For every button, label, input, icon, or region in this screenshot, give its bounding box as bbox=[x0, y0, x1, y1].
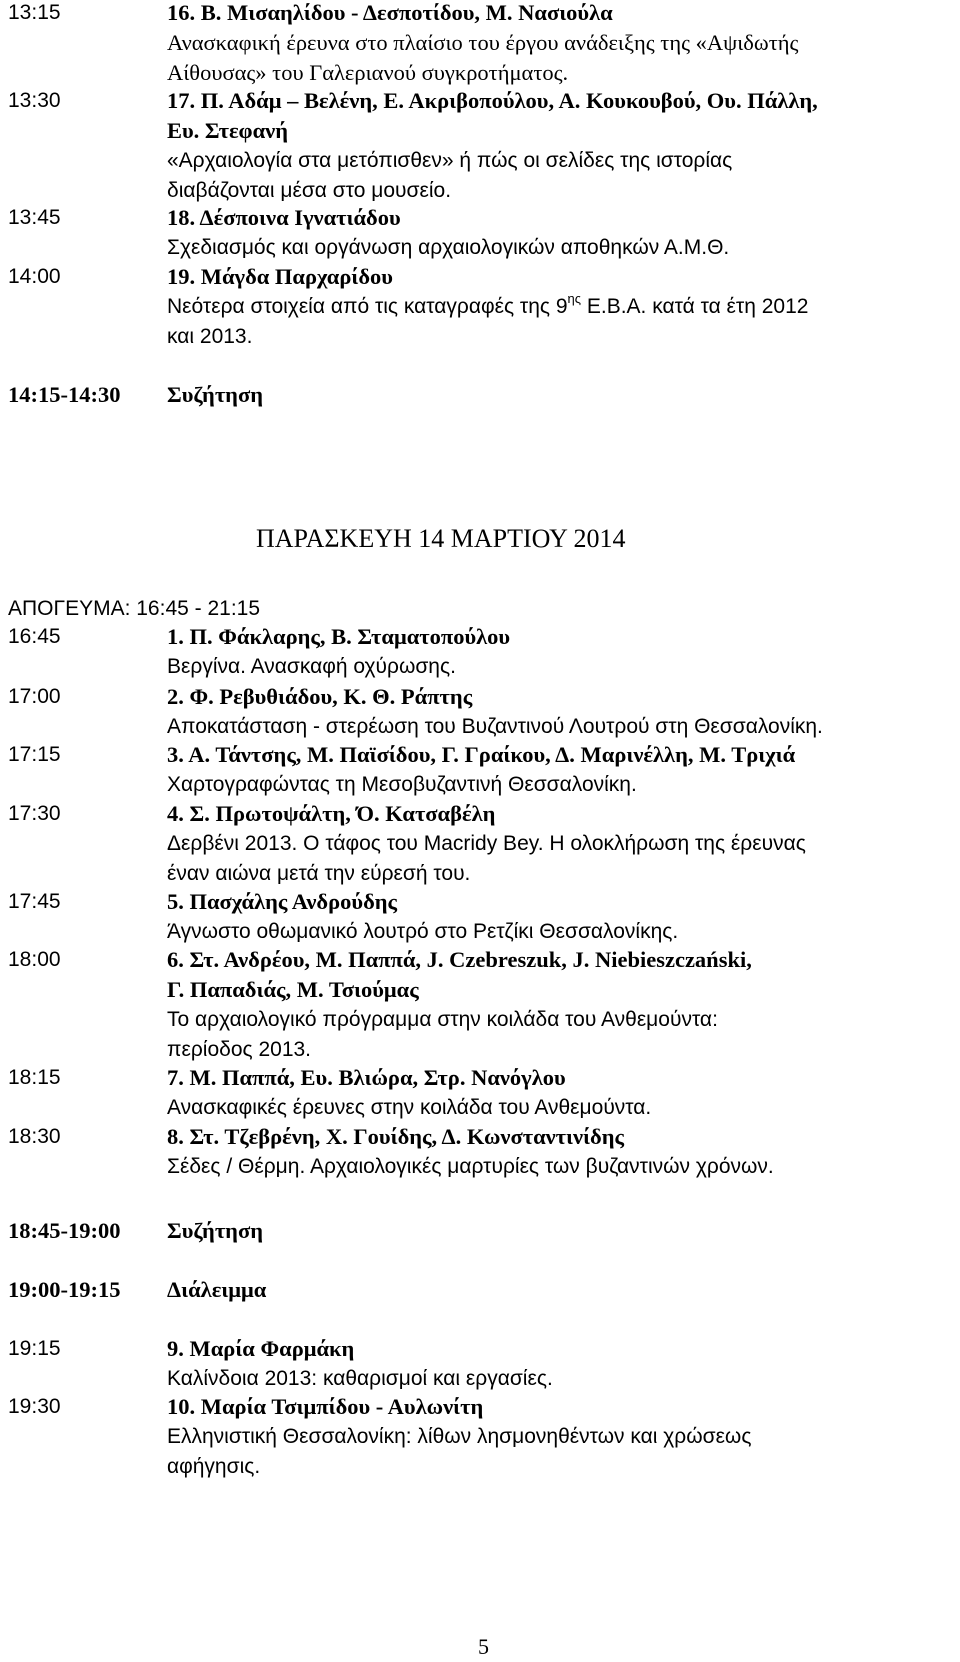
entry-title-cont: αφήγησις. bbox=[167, 1455, 261, 1478]
entry-number: 5. bbox=[167, 889, 184, 914]
entry-title: Δερβένι 2013. Ο τάφος του Macridy Bey. Η ολοκλήρωση της έρευνας bbox=[167, 832, 806, 855]
entry-title: Σέδες / Θέρμη. Αρχαιολογικές μαρτυρίες των βυζαντινών χρόνων. bbox=[167, 1155, 774, 1178]
entry-title: Νεότερα στοιχεία από τις καταγραφές της $9^{\eta\varsigma}$ Ε.Β.Α. κατά τα έτη 2012 bbox=[167, 291, 809, 318]
entry-time: 18:30 bbox=[8, 1125, 61, 1148]
entry-authors: 6. Στ. Ανδρέου, Μ. Παππά, J. Czebreszuk, J. Niebieszczański, bbox=[167, 947, 752, 972]
entry-number: 9. bbox=[167, 1336, 184, 1361]
session-time: 18:45-19:00 bbox=[8, 1218, 121, 1243]
entry-authors: 16. Β. Μισαηλίδου - Δεσποτίδου, Μ. Νασιούλα bbox=[167, 0, 613, 25]
session-time: 19:00-19:15 bbox=[8, 1277, 121, 1302]
entry-time: 13:45 bbox=[8, 206, 61, 229]
entry-number: 3. bbox=[167, 742, 184, 767]
entry-title-cont: διαβάζονται μέσα στο μουσείο. bbox=[167, 179, 452, 202]
entry-title: Χαρτογραφώντας τη Μεσοβυζαντινή Θεσσαλονίκη. bbox=[167, 773, 637, 796]
entry-time: 17:30 bbox=[8, 802, 61, 825]
entry-title: «Αρχαιολογία στα μετόπισθεν» ή πώς οι σελίδες της ιστορίας bbox=[167, 149, 733, 172]
entry-authors: 7. Μ. Παππά, Ευ. Βλιώρα, Στρ. Νανόγλου bbox=[167, 1065, 566, 1090]
entry-time: 13:15 bbox=[8, 1, 61, 24]
entry-title: Καλίνδοια 2013: καθαρισμοί και εργασίες. bbox=[167, 1367, 553, 1390]
entry-authors: 17. Π. Αδάμ – Βελένη, Ε. Ακριβοπούλου, Α. Κουκουβού, Ου. Πάλλη, bbox=[167, 88, 818, 113]
entry-time: 16:45 bbox=[8, 625, 61, 648]
entry-title: Ανασκαφικές έρευνες στην κοιλάδα του Ανθεμούντα. bbox=[167, 1096, 652, 1119]
entry-time: 19:30 bbox=[8, 1395, 61, 1418]
entry-authors: 9. Μαρία Φαρμάκη bbox=[167, 1336, 355, 1361]
entry-time: 17:00 bbox=[8, 685, 61, 708]
entry-authors-cont: Ευ. Στεφανή bbox=[167, 118, 288, 143]
entry-number: 1. bbox=[167, 624, 184, 649]
entry-number: 6. bbox=[167, 947, 184, 972]
entry-title-cont: Αίθουσας» του Γαλεριανού συγκροτήματος. bbox=[167, 60, 569, 85]
session-label: Συζήτηση bbox=[167, 1218, 263, 1243]
entry-title: Σχεδιασμός και οργάνωση αρχαιολογικών αποθηκών Α.Μ.Θ. bbox=[167, 236, 730, 259]
entry-title: Άγνωστο οθωμανικό λουτρό στο Ρετζίκι Θεσσαλονίκης. bbox=[167, 920, 679, 943]
entry-authors: 8. Στ. Τζεβρένη, Χ. Γουίδης, Δ. Κωνσταντινίδης bbox=[167, 1124, 624, 1149]
day-heading: ΠΑΡΑΣΚΕΥΗ 14 ΜΑΡΤΙΟΥ 2014 bbox=[256, 524, 626, 553]
entry-number: 2. bbox=[167, 684, 184, 709]
entry-number: 17. bbox=[167, 88, 196, 113]
entry-authors-cont: Γ. Παπαδιάς, Μ. Τσιούμας bbox=[167, 977, 419, 1002]
entry-time: 19:15 bbox=[8, 1337, 61, 1360]
afternoon-session-label: ΑΠΟΓΕΥΜΑ: 16:45 - 21:15 bbox=[8, 597, 261, 620]
entry-title: Ανασκαφική έρευνα στο πλαίσιο του έργου ανάδειξης της «Αψιδωτής bbox=[167, 30, 799, 55]
entry-authors: 1. Π. Φάκλαρης, Β. Σταματοπούλου bbox=[167, 624, 511, 649]
entry-time: 14:00 bbox=[8, 265, 61, 288]
entry-title-cont: περίοδος 2013. bbox=[167, 1038, 312, 1061]
entry-authors: 5. Πασχάλης Ανδρούδης bbox=[167, 889, 398, 914]
ordinal-superscript: ης bbox=[567, 291, 582, 306]
entry-title: Βεργίνα. Ανασκαφή οχύρωσης. bbox=[167, 655, 456, 678]
entry-title-cont: έναν αιώνα μετά την εύρεσή του. bbox=[167, 862, 471, 885]
entry-number: 4. bbox=[167, 801, 184, 826]
entry-authors: 3. Α. Τάντσης, Μ. Παϊσίδου, Γ. Γραίκου, Δ. Μαρινέλλη, Μ. Τριχιά bbox=[167, 742, 796, 767]
entry-number: 18. bbox=[167, 205, 196, 230]
entry-number: 19. bbox=[167, 264, 196, 289]
entry-title: Ελληνιστική Θεσσαλονίκη: λίθων λησμονηθέντων και χρώσεως bbox=[167, 1425, 752, 1448]
session-time: 14:15-14:30 bbox=[8, 382, 121, 407]
entry-title: Το αρχαιολογικό πρόγραμμα στην κοιλάδα του Ανθεμούντα: bbox=[167, 1008, 718, 1031]
entry-time: 18:00 bbox=[8, 948, 61, 971]
entry-time: 17:45 bbox=[8, 890, 61, 913]
entry-authors: 4. Σ. Πρωτοψάλτη, Ό. Κατσαβέλη bbox=[167, 801, 496, 826]
entry-number: 16. bbox=[167, 0, 196, 25]
entry-title-cont: και 2013. bbox=[167, 325, 253, 348]
entry-time: 18:15 bbox=[8, 1066, 61, 1089]
entry-title: Αποκατάσταση - στερέωση του Βυζαντινού Λουτρού στη Θεσσαλονίκη. bbox=[167, 715, 823, 738]
entry-number: 10. bbox=[167, 1394, 196, 1419]
session-label: Συζήτηση bbox=[167, 382, 263, 407]
session-label: Διάλειμμα bbox=[167, 1277, 267, 1302]
entry-time: 13:30 bbox=[8, 89, 61, 112]
entry-number: 7. bbox=[167, 1065, 184, 1090]
entry-authors: 19. Μάγδα Παρχαρίδου bbox=[167, 264, 393, 289]
entry-authors: 18. Δέσποινα Ιγνατιάδου bbox=[167, 205, 401, 230]
page-number: 5 bbox=[478, 1634, 489, 1659]
entry-authors: 2. Φ. Ρεβυθιάδου, Κ. Θ. Ράπτης bbox=[167, 684, 473, 709]
entry-authors: 10. Μαρία Τσιμπίδου - Αυλωνίτη bbox=[167, 1394, 484, 1419]
entry-number: 8. bbox=[167, 1124, 184, 1149]
entry-time: 17:15 bbox=[8, 743, 61, 766]
